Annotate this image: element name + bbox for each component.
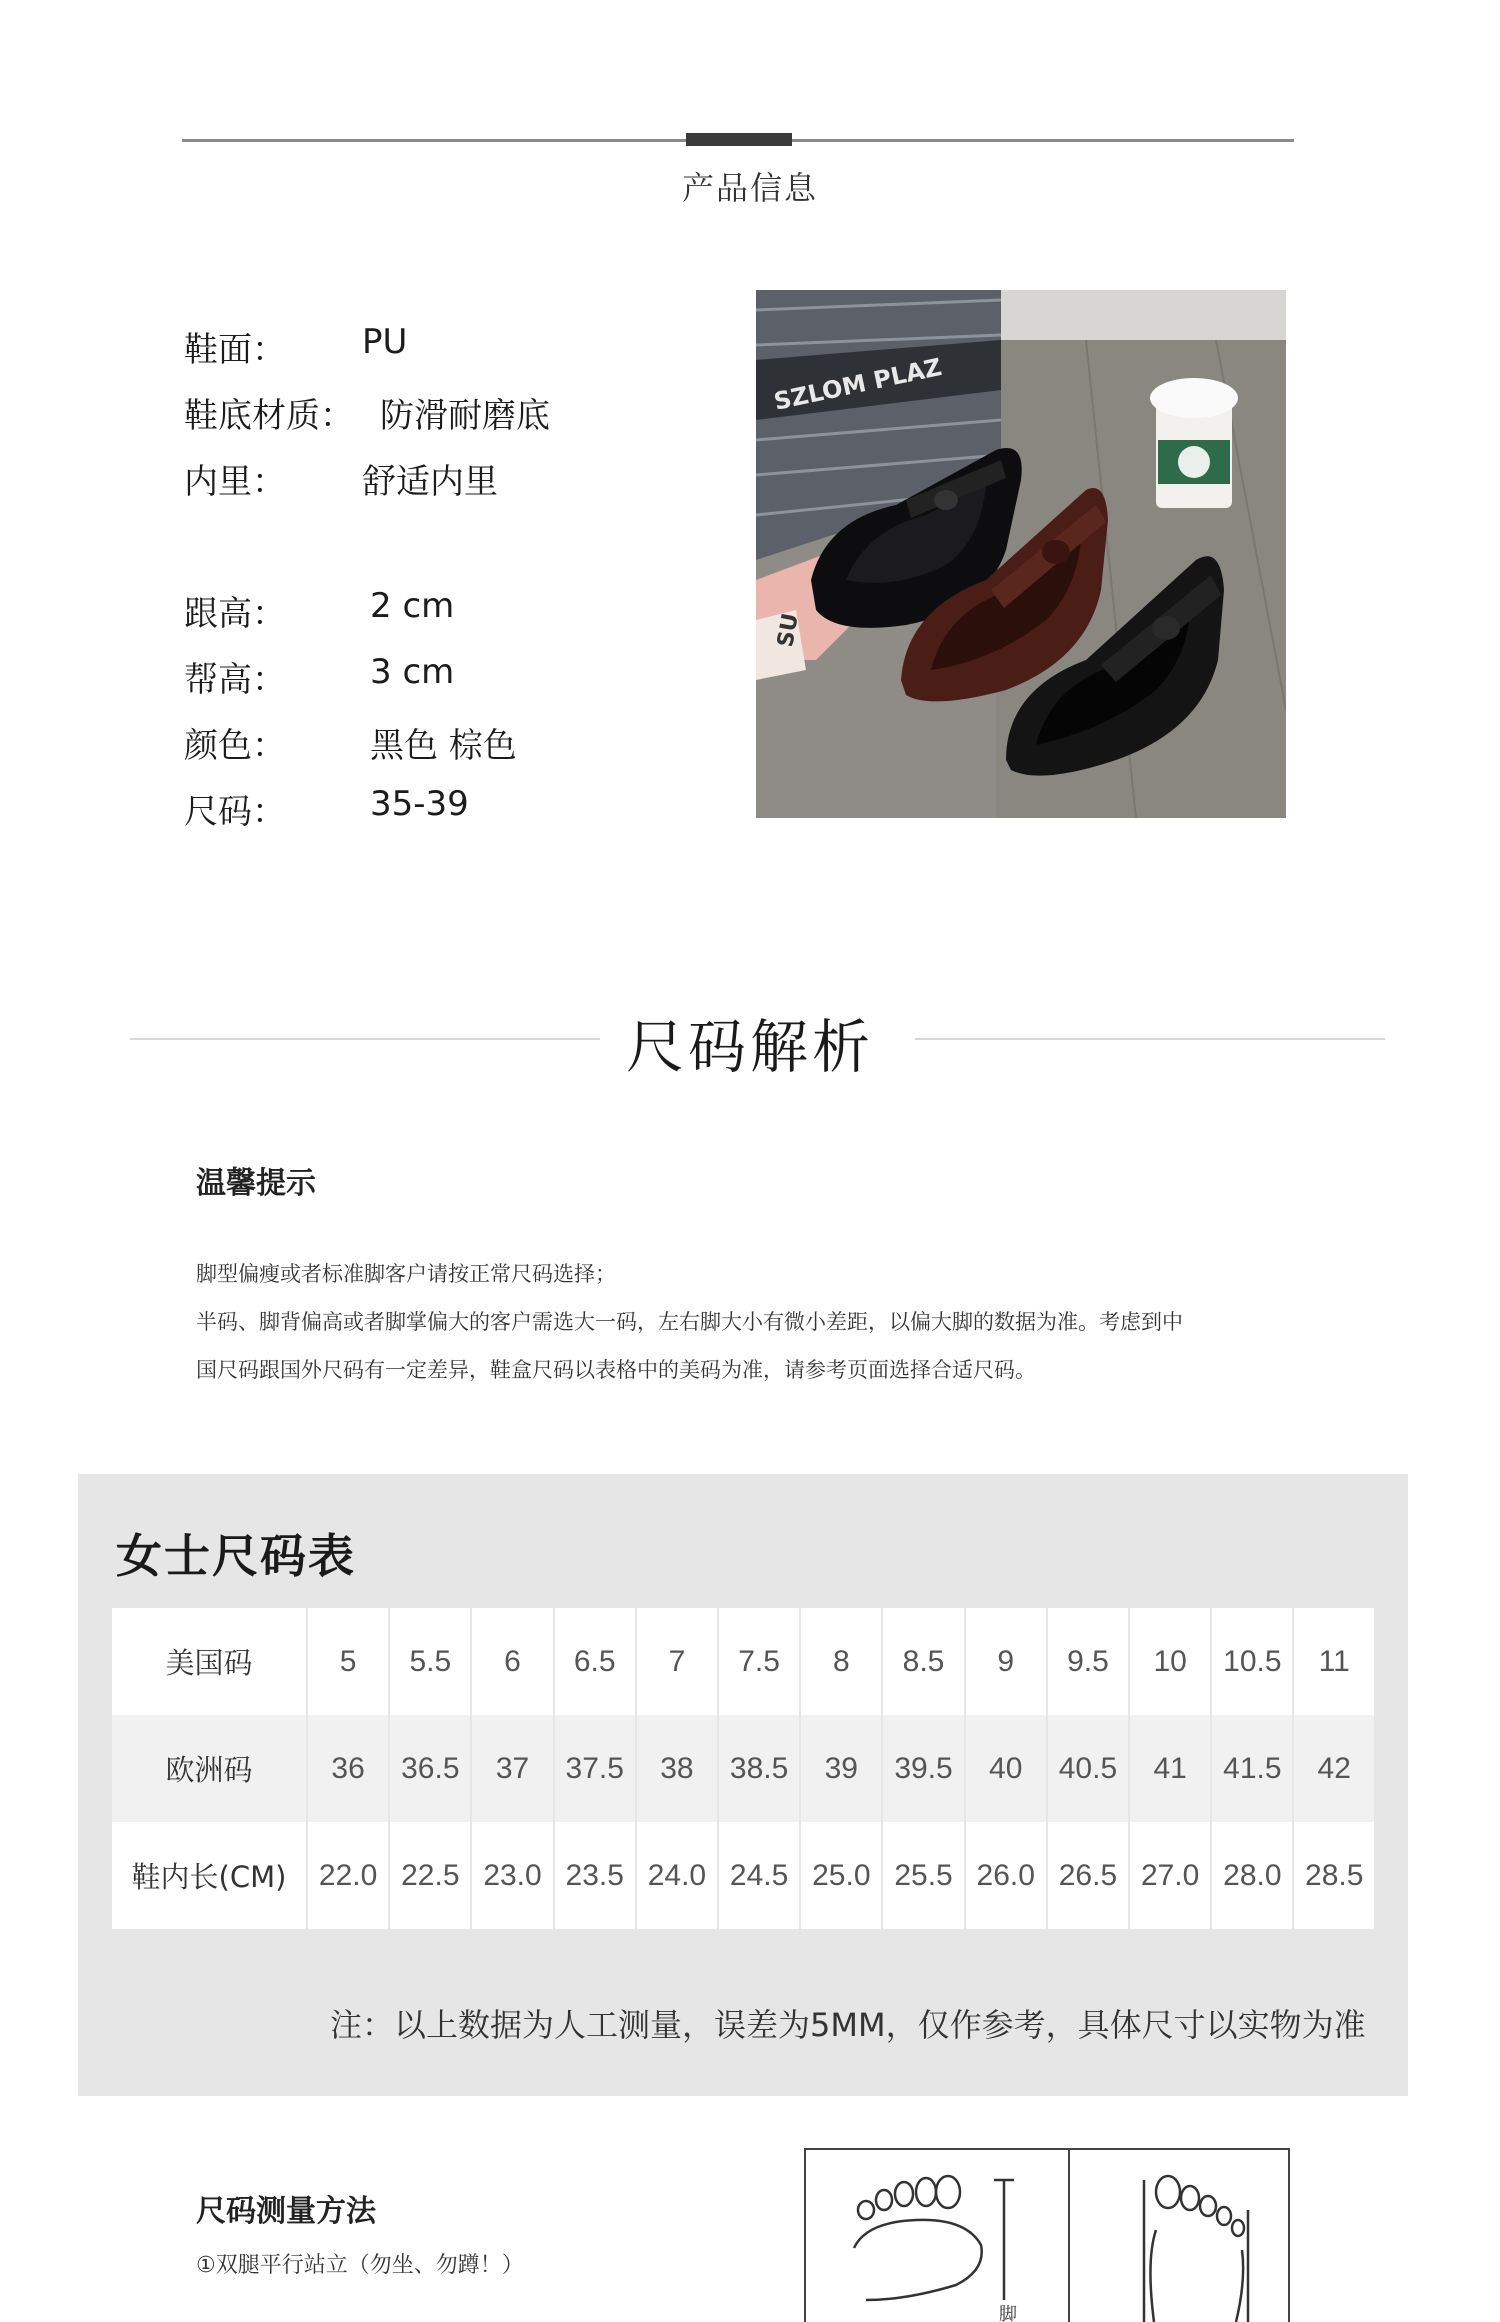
spec-row [184, 784, 584, 832]
size-chart-title: 女士尺码表 [116, 1529, 356, 1583]
table-cell: 24.0 [637, 1822, 719, 1929]
table-cell: 6 [472, 1608, 554, 1715]
table-row-eu [112, 1715, 1374, 1822]
table-cell: 37.5 [555, 1715, 637, 1822]
row-header: 鞋内长(CM) [112, 1822, 308, 1929]
spec-label: 颜色： [184, 726, 286, 766]
spec-row [184, 586, 584, 634]
spec-row [184, 454, 584, 502]
spec-label: 内里： [184, 462, 286, 502]
tip-title: 温馨提示 [196, 1166, 316, 1201]
spec-value: 防滑耐磨底 [380, 396, 550, 436]
spec-row [184, 322, 584, 370]
table-cell: 10.5 [1212, 1608, 1294, 1715]
size-guide-title: 尺码解析 [625, 1013, 874, 1081]
spec-label: 帮高： [184, 660, 286, 700]
tip-line: 半码、脚背偏高或者脚掌偏大的客户需选大一码，左右脚大小有微小差距，以偏大脚的数据为准。考虑到中 [196, 1310, 1183, 1334]
product-photo [756, 290, 1286, 818]
table-cell: 38.5 [719, 1715, 801, 1822]
table-row-length [112, 1822, 1374, 1929]
table-cell: 28.5 [1294, 1822, 1374, 1929]
table-cell: 5.5 [390, 1608, 472, 1715]
spec-label: 尺码： [184, 792, 286, 832]
table-cell: 7 [637, 1608, 719, 1715]
table-cell: 24.5 [719, 1822, 801, 1929]
spec-value: 舒适内里 [362, 462, 498, 502]
table-cell: 38 [637, 1715, 719, 1822]
table-cell: 39 [801, 1715, 883, 1822]
table-cell: 23.5 [555, 1822, 637, 1929]
table-cell: 22.0 [308, 1822, 390, 1929]
table-cell: 36.5 [390, 1715, 472, 1822]
spec-row [184, 388, 624, 436]
spec-row [184, 652, 584, 700]
foot-outline-icon [806, 2150, 1288, 2322]
spec-value: 黑色 棕色 [370, 726, 517, 766]
table-cell: 39.5 [883, 1715, 965, 1822]
section-divider-accent [686, 133, 792, 146]
spec-value: 2 cm [370, 586, 455, 626]
size-table [112, 1608, 1374, 1929]
table-cell: 27.0 [1130, 1822, 1212, 1929]
product-photo-illustration [756, 290, 1286, 818]
size-chart-note: 注：以上数据为人工测量，误差为5MM，仅作参考，具体尺寸以实物为准 [330, 2006, 1366, 2044]
spec-value: 35-39 [370, 784, 469, 824]
table-cell: 37 [472, 1715, 554, 1822]
bag-print-text: SZLOM PLAZ [771, 353, 945, 416]
measure-title: 尺码测量方法 [196, 2194, 376, 2229]
table-cell: 6.5 [555, 1608, 637, 1715]
table-cell: 42 [1294, 1715, 1374, 1822]
spec-label: 跟高： [184, 594, 286, 634]
table-cell: 25.5 [883, 1822, 965, 1929]
spec-label: 鞋底材质： [184, 396, 354, 436]
table-cell: 9.5 [1048, 1608, 1130, 1715]
table-cell: 7.5 [719, 1608, 801, 1715]
table-row-us [112, 1608, 1374, 1715]
table-cell: 10 [1130, 1608, 1212, 1715]
tip-line: 国尺码跟国外尺码有一定差异，鞋盒尺码以表格中的美码为准，请参考页面选择合适尺码。 [196, 1358, 1036, 1382]
table-cell: 9 [966, 1608, 1048, 1715]
product-info-title: 产品信息 [681, 169, 818, 207]
table-cell: 26.5 [1048, 1822, 1130, 1929]
table-cell: 36 [308, 1715, 390, 1822]
spec-value: PU [362, 322, 408, 362]
table-cell: 26.0 [966, 1822, 1048, 1929]
table-cell: 28.0 [1212, 1822, 1294, 1929]
table-cell: 11 [1294, 1608, 1374, 1715]
table-cell: 25.0 [801, 1822, 883, 1929]
foot-label: 脚 [999, 2304, 1017, 2322]
table-cell: 41 [1130, 1715, 1212, 1822]
table-cell: 22.5 [390, 1822, 472, 1929]
table-cell: 40 [966, 1715, 1048, 1822]
table-cell: 41.5 [1212, 1715, 1294, 1822]
card-print-text: SU [773, 611, 804, 650]
row-header: 欧洲码 [112, 1715, 308, 1822]
table-cell: 5 [308, 1608, 390, 1715]
table-cell: 40.5 [1048, 1715, 1130, 1822]
measure-step: ①双腿平行站立（勿坐、勿蹲！） [196, 2253, 524, 2278]
spec-label: 鞋面： [184, 330, 286, 370]
spec-value: 3 cm [370, 652, 455, 692]
spec-row [184, 718, 584, 766]
row-header: 美国码 [112, 1608, 308, 1715]
tip-line: 脚型偏瘦或者标准脚客户请按正常尺码选择； [196, 1262, 616, 1286]
table-cell: 8.5 [883, 1608, 965, 1715]
table-cell: 23.0 [472, 1822, 554, 1929]
table-cell: 8 [801, 1608, 883, 1715]
